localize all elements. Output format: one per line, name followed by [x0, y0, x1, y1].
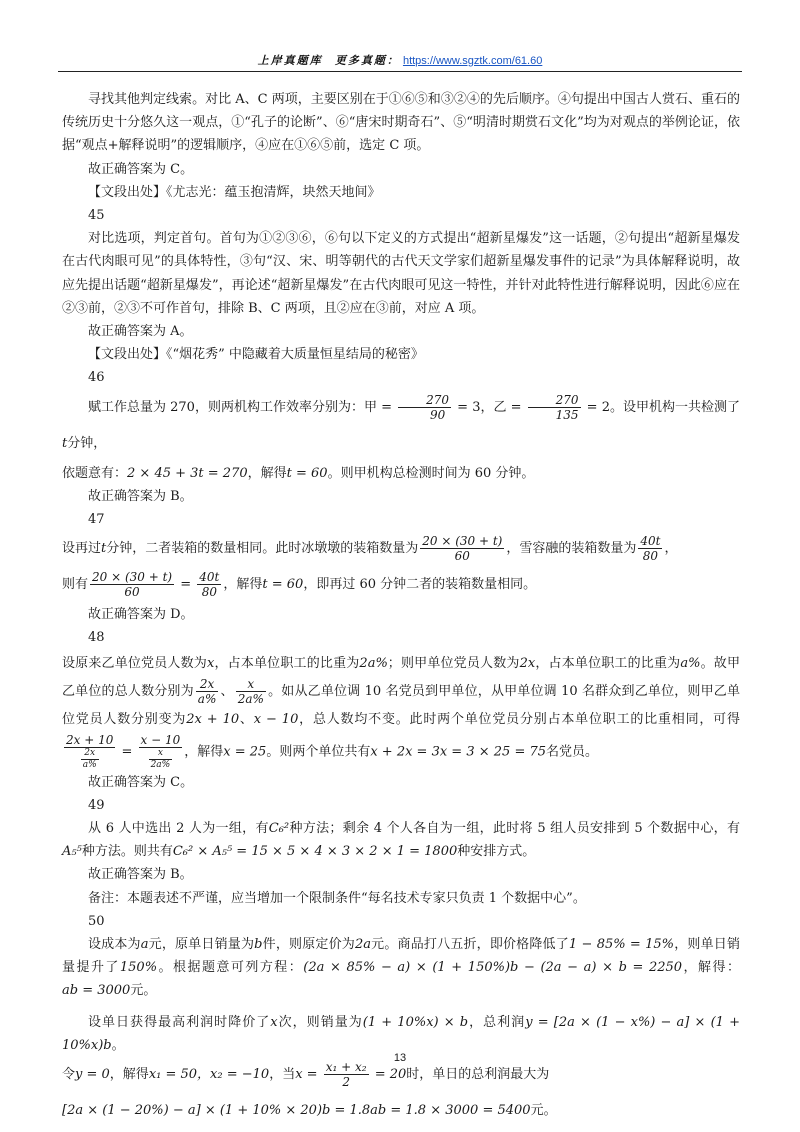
text: 。则甲机构总检测时间为 60 分钟。: [327, 465, 535, 481]
text: 。则两个单位共有: [266, 744, 371, 760]
text: 元，原单日销量为: [148, 937, 255, 953]
fraction: [528, 393, 581, 422]
solution: t = 60: [286, 465, 328, 481]
q45-answer: 故正确答案为 A。: [88, 324, 193, 340]
expression: x =: [295, 1067, 322, 1083]
expression: 1 − 85% = 15%: [568, 937, 675, 953]
text: 种安排方式。: [457, 844, 536, 860]
combination: C₆²: [268, 821, 290, 837]
text: 则有: [62, 577, 89, 593]
denominator: 80: [642, 549, 659, 564]
fraction: [196, 677, 219, 706]
q50-number: 50: [88, 913, 105, 929]
text: 依题意有：: [62, 465, 128, 481]
denominator: 135: [555, 407, 579, 422]
text: ，总利润: [468, 1014, 526, 1030]
text: ，雪容融的装箱数量为: [506, 541, 637, 557]
expression: 2a: [354, 937, 371, 953]
more-label: 更多真题：: [334, 55, 400, 67]
q45-number: 45: [88, 208, 105, 224]
numerator: 20 × (30 + t): [92, 570, 173, 585]
variable: 2x: [519, 655, 536, 671]
text: ，当: [269, 1067, 296, 1083]
fraction: [90, 570, 174, 599]
inner-fraction: [81, 748, 99, 771]
q48-explanation: [62, 650, 740, 771]
variable: x: [206, 655, 215, 671]
numerator: x − 10: [140, 732, 181, 747]
text: 从 6 人中选出 2 人为一组，有: [88, 821, 269, 837]
text: 时，单日的总利润最大为: [406, 1067, 550, 1083]
q46-explanation-line1: [62, 390, 740, 462]
text: ，总人数均不变。此时两个单位党员分别占本单位职工的比重相同，可得: [298, 711, 740, 727]
denominator: a%: [197, 691, 217, 706]
text: 种方法；剩余 4 个人各自为一组，此时将 5 组人员安排到 5 个数据中心，有: [289, 821, 740, 837]
text: ，解得: [109, 1067, 149, 1083]
text: 、: [220, 683, 234, 699]
equation: y = [2a × (1 − x%) − a] × (1 + 10%x)b: [62, 1014, 740, 1053]
denominator: 80: [201, 585, 217, 600]
text: ，则单日销量提升了: [62, 937, 740, 976]
text: ，解得: [184, 744, 224, 760]
text: ，占本单位职工的比重为: [214, 655, 360, 671]
numerator: 20 × (30 + t): [422, 534, 503, 549]
variable: t: [101, 541, 107, 557]
numerator: 270: [398, 393, 451, 408]
text: 。故甲乙单位的总人数分别为: [62, 655, 740, 699]
text: ，: [664, 541, 678, 557]
document-body: [62, 88, 740, 1122]
q47-answer: 故正确答案为 D。: [88, 607, 194, 623]
fraction: [236, 677, 266, 706]
fraction: [420, 534, 504, 563]
fraction: [64, 733, 115, 771]
text: 元。商品打八五折，即价格降低了: [370, 937, 569, 953]
q47-number: 47: [88, 512, 105, 528]
equation: x + 2x = 3x = 3 × 25 = 75: [370, 744, 547, 760]
q48-number: 48: [88, 630, 105, 646]
q45-explanation: 对比选项，判定首句。首句为①②③⑥，⑥句以下定义的方式提出“超新星爆发”这一话题，②句提出“超新星爆发在古代肉眼可见”的具体特性，③句“汉、宋、明等朝代的古代天文学家们超新星爆发事件的记录”为具体解释说明，故应先提出话题“超新星爆发”，再论述“超新星爆发”在古代肉眼可见这一特性，并针对此特性进行解释说明，因此⑥应在②③前，②③不可作首句，排除 B、C 两项，且②应在③前，对应 A 项。: [62, 231, 740, 316]
variable: a%: [680, 655, 701, 671]
text: 元。: [530, 1103, 557, 1119]
text: 件，则原定价为: [262, 937, 355, 953]
solution: x₁ = 50，x₂ = −10: [148, 1067, 270, 1083]
q45-source: 【文段出处】《“烟花秀” 中隐藏着大质量恒星结局的秘密》: [88, 347, 424, 363]
text: 令: [62, 1067, 76, 1083]
text: = 3，乙 =: [453, 399, 526, 415]
q50-explanation-p2: [62, 1011, 740, 1057]
q49-number: 49: [88, 797, 105, 813]
denominator: 60: [124, 585, 140, 600]
variable: b: [254, 937, 263, 953]
text: 。根据题意可列方程：: [157, 960, 304, 976]
expression: 150%: [119, 960, 158, 976]
denominator: 2a%: [150, 759, 171, 770]
expression: (1 + 10%x) × b: [362, 1014, 469, 1030]
text: 、: [239, 711, 254, 727]
text: 名党员。: [546, 744, 599, 760]
variable: x: [270, 1014, 278, 1030]
text: ，解得: [223, 577, 263, 593]
numerator: 40t: [640, 534, 661, 549]
variable: 2a%: [359, 655, 388, 671]
text: 赋工作总量为 270，则两机构工作效率分别为：甲 =: [88, 399, 397, 415]
q49-answer: 故正确答案为 B。: [88, 867, 193, 883]
text: 设原来乙单位党员人数为: [62, 655, 207, 671]
text: ，即再过 60 分钟二者的装箱数量相同。: [303, 577, 537, 593]
text: 。如从乙单位调 10 名党员到甲单位，从甲单位调 10 名群众到乙单位，则甲乙单位党员人数分别变为: [62, 683, 740, 727]
solution: ab = 3000: [62, 983, 131, 999]
text: 设成本为: [88, 937, 141, 953]
equation: [2a × (1 − 20%) − a] × (1 + 10% × 20)b = 1.8ab = 1.8 × 3000 = 5400: [62, 1103, 531, 1119]
numerator: 270: [528, 393, 581, 408]
numerator: x: [236, 677, 266, 692]
text: 元。: [130, 983, 157, 999]
permutation: A₅⁵: [62, 844, 82, 860]
text: ；则甲单位党员人数为: [387, 655, 520, 671]
numerator: 2x: [81, 748, 99, 760]
q44-explanation: 寻找其他判定线索。对比 A、C 两项，主要区别在于①⑥⑤和③②④的先后顺序。④句提出中国古人赏石、重石的传统历史十分悠久这一观点，①“孔子的论断”、⑥“唐宋时期奇石”、⑤“明清时期赏石文化”均为对观点的举例论证，依据“观点+解释说明”的逻辑顺序，④应在①⑥⑤前，选定 C 项。: [62, 92, 740, 154]
fraction: [638, 534, 662, 563]
denominator: 90: [429, 407, 446, 422]
brand-name: 上岸真题库: [257, 55, 323, 67]
inner-fraction: [149, 748, 173, 771]
solution: t = 60: [262, 577, 304, 593]
text: 。: [111, 1037, 125, 1053]
text: =: [117, 744, 137, 760]
equation: (2a × 85% − a) × (1 + 150%)b − (2a − a) × b = 2250: [303, 960, 683, 976]
page-header: [0, 52, 800, 68]
fraction: [139, 733, 183, 771]
text: 次，则销量为: [277, 1014, 363, 1030]
fraction: [324, 1060, 369, 1089]
text: = 2。设甲机构一共检测了: [582, 399, 740, 415]
q46-number: 46: [88, 370, 105, 386]
expression: x − 10: [253, 711, 299, 727]
q49-note: 备注：本题表述不严谨，应当增加一个限制条件“每名技术专家只负责 1 个数据中心”。: [88, 890, 586, 906]
q44-source: 【文段出处】《尤志光：蕴玉抱清辉，块然天地间》: [88, 184, 381, 200]
q47-explanation-line2: 则有 $\frac{20 \times (30 + t)}{60}$ = $\frac{40t}{80}$ ，解得t = 60，即再过 60 分钟二者的装箱数量相同。: [62, 570, 537, 600]
denominator: [64, 748, 115, 771]
variable: t: [62, 435, 68, 451]
numerator: 2x: [196, 677, 219, 692]
text: 设再过: [62, 541, 102, 557]
text: ，解得: [247, 465, 287, 481]
fraction: [197, 570, 221, 599]
numerator: x: [149, 748, 173, 760]
denominator: 60: [454, 549, 470, 564]
q44-answer: 故正确答案为 C。: [88, 161, 194, 177]
numerator: 40t: [199, 570, 220, 585]
variable: a: [140, 937, 149, 953]
denominator: 2: [342, 1075, 350, 1090]
text: ，解得：: [682, 960, 740, 976]
denominator: a%: [82, 759, 97, 770]
q46-answer: 故正确答案为 B。: [88, 488, 193, 504]
equation: 2 × 45 + 3t = 270: [127, 465, 248, 481]
equation: C₆² × A₅⁵ = 15 × 5 × 4 × 3 × 2 × 1 = 1800: [172, 844, 458, 860]
text: 设单日获得最高利润时降价了: [88, 1014, 271, 1030]
q48-answer: 故正确答案为 C。: [88, 774, 194, 790]
text: 分钟，: [67, 435, 107, 451]
text: ，占本单位职工的比重为: [535, 655, 681, 671]
text: 分钟，二者装箱的数量相同。此时冰墩墩的装箱数量为: [106, 541, 419, 557]
page-number: 13: [393, 1052, 407, 1064]
q50-explanation-p4: [62, 1099, 740, 1122]
q47-explanation-line1: [62, 531, 740, 567]
denominator: 2a%: [237, 691, 264, 706]
numerator: 2x + 10: [66, 732, 114, 747]
text: 种方法。则共有: [81, 844, 173, 860]
expression: 2x + 10: [186, 711, 240, 727]
q46-explanation-line2: [62, 462, 740, 485]
denominator: [139, 748, 183, 771]
q49-explanation: [62, 817, 740, 863]
header-link[interactable]: https://www.sgztk.com/61.60: [402, 55, 543, 67]
q50-explanation-p1: [62, 933, 740, 1003]
fraction: [398, 393, 451, 422]
header-divider: [58, 71, 742, 72]
expression: y = 0: [75, 1067, 110, 1083]
numerator: x₁ + x₂: [325, 1060, 367, 1075]
expression: = 20: [370, 1067, 407, 1083]
solution: x = 25: [223, 744, 267, 760]
